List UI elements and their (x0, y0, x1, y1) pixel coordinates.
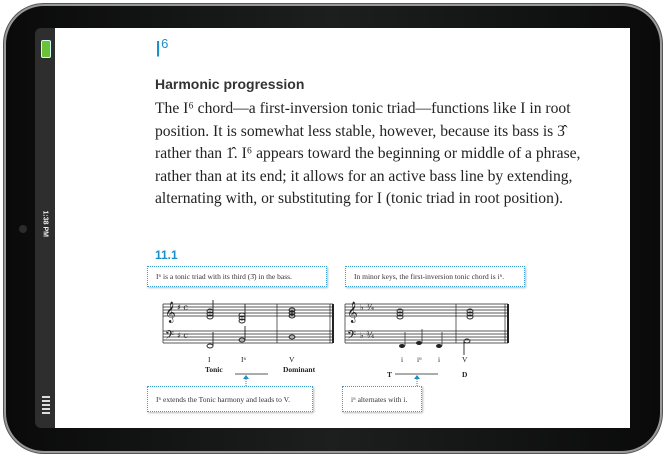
figure-label: 11.1 (155, 248, 178, 262)
roman-numeral: i (401, 355, 404, 364)
roman-numeral: I⁶ (241, 355, 247, 364)
roman-numeral: i⁶ (417, 355, 422, 364)
treble-staff-1 (163, 304, 333, 316)
arrow-icons (243, 375, 420, 386)
bass-clef-icon: 𝄢 (347, 329, 357, 345)
body-paragraph: The I⁶ chord—a first-inversion tonic triad—functions like I in root position. It is somewhat less stable, however, because its bass is 3̂ rather than 1̂. I⁶ appears toward the beginning or middle of a phrase, rather than at its end; it allows for an active bass line by extending, alternating with, or substituting for I (tonic triad in root position). (155, 100, 581, 208)
svg-text:♭ ¾: ♭ ¾ (360, 303, 375, 312)
roman-numeral: V (462, 355, 468, 364)
battery-icon (41, 40, 51, 58)
page-title: $I^6$ (155, 36, 169, 62)
status-time: 1:38 PM (41, 210, 49, 237)
function-label: T (387, 370, 393, 379)
bass-staff-1 (163, 331, 333, 343)
svg-text:♯ c: ♯ c (177, 331, 188, 340)
treble-clef-icon: 𝄞 (165, 302, 176, 323)
treble-clef-icon: 𝄞 (347, 302, 358, 323)
function-label: D (462, 370, 468, 379)
roman-numeral: V (289, 355, 295, 364)
bass-clef-icon: 𝄢 (165, 329, 175, 345)
section-heading: Harmonic progression (155, 76, 305, 92)
book-page[interactable] (55, 28, 630, 428)
svg-text:♯ c: ♯ c (177, 303, 188, 312)
function-label: Tonic (205, 365, 223, 374)
signal-icon (42, 396, 50, 416)
callout-3: I⁶ extends the Tonic harmony and leads to V. (147, 386, 313, 412)
function-label: Dominant (283, 365, 316, 374)
svg-text:♭ ¾: ♭ ¾ (360, 331, 375, 340)
camera-icon (19, 225, 27, 233)
roman-numeral: i (438, 355, 441, 364)
callout-4: i⁶ alternates with i. (342, 386, 422, 412)
music-notation (55, 28, 630, 428)
callout-1: I⁶ is a tonic triad with its third (3̂) in the bass. (147, 266, 327, 287)
callout-2: In minor keys, the first-inversion tonic chord is i⁶. (345, 266, 525, 287)
roman-numeral: I (208, 355, 211, 364)
